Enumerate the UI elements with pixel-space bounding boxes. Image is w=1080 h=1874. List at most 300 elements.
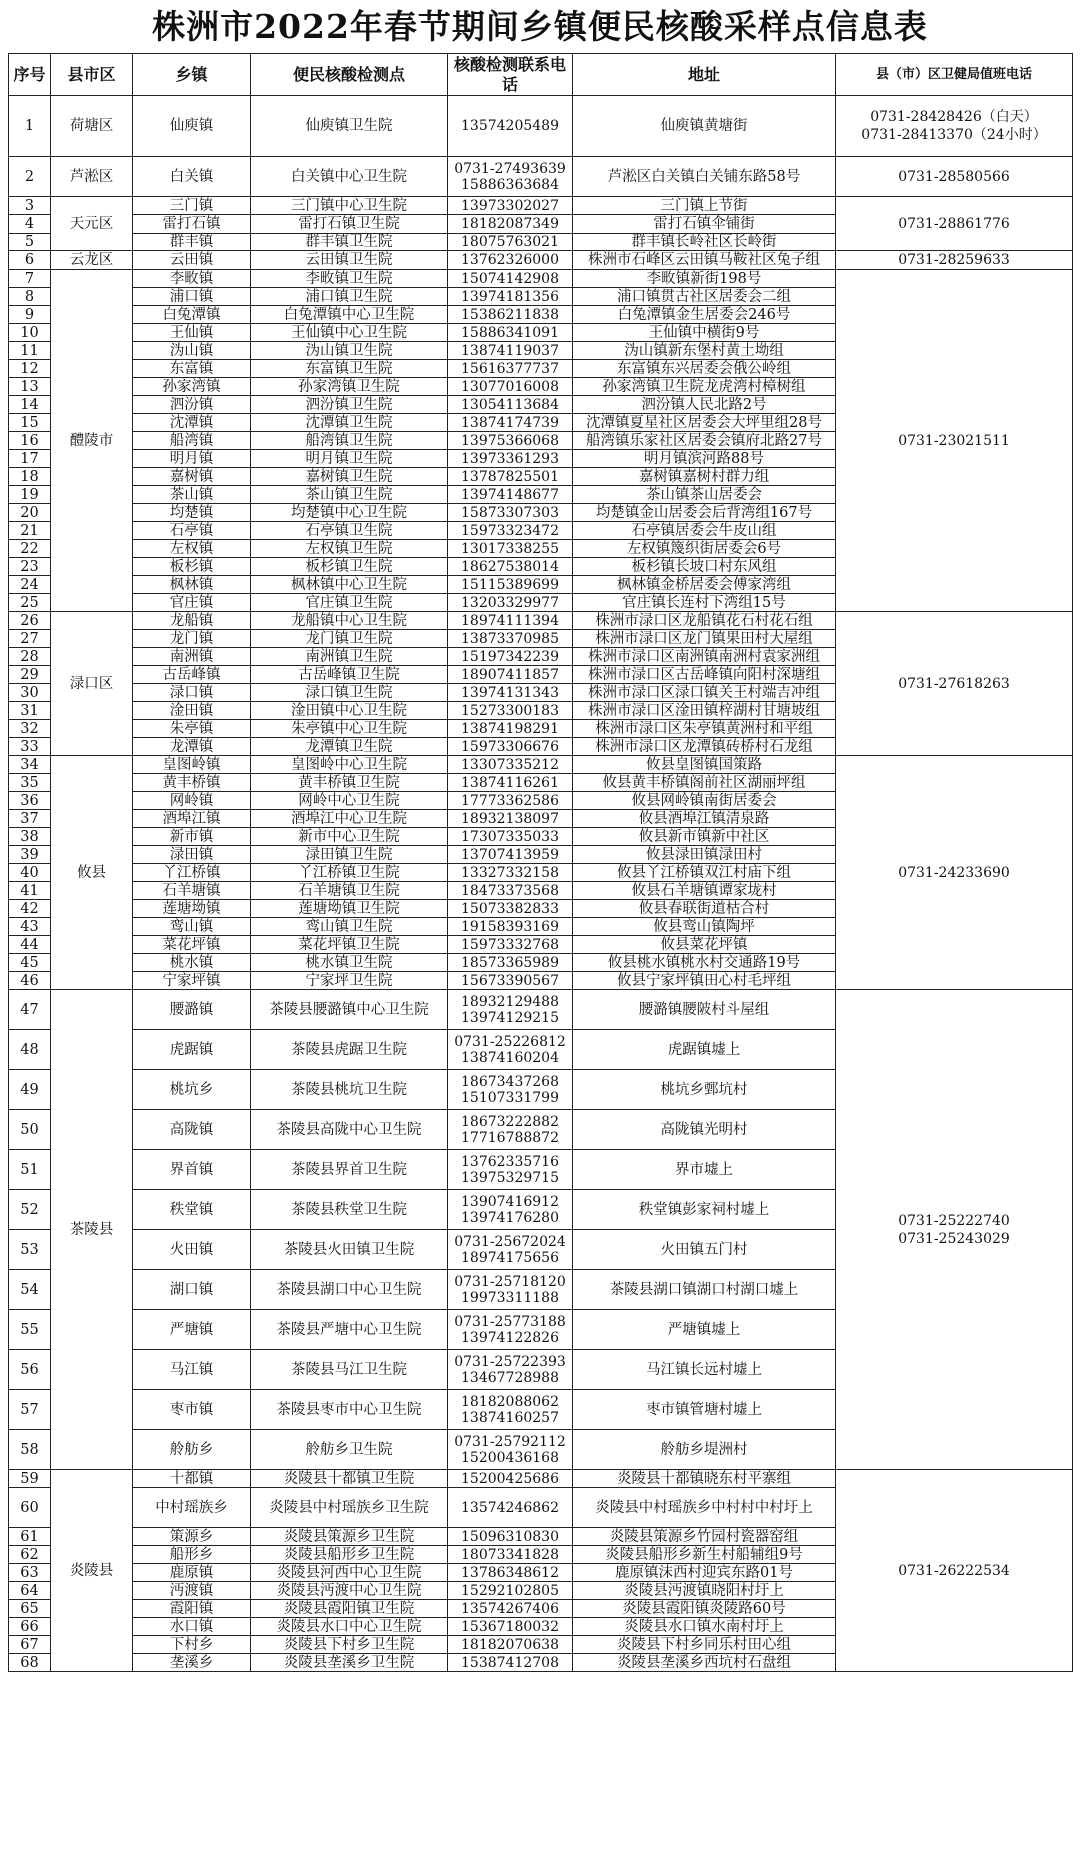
county-name: 炎陵县 <box>51 1470 133 1672</box>
contact-phone: 13873370985 <box>448 630 573 648</box>
duty-phone: 0731-28861776 <box>836 197 1073 251</box>
township-name: 酒埠江镇 <box>133 810 251 828</box>
township-name: 古岳峰镇 <box>133 666 251 684</box>
testing-site: 宁家坪卫生院 <box>251 972 448 990</box>
site-address: 株洲市渌口区淦田镇梓湖村甘塘坡组 <box>573 702 836 720</box>
row-number: 8 <box>9 288 51 306</box>
contact-phone: 13762326000 <box>448 251 573 270</box>
testing-site: 三门镇中心卫生院 <box>251 197 448 215</box>
site-address: 攸县鸾山镇陶坪 <box>573 918 836 936</box>
township-name: 策源乡 <box>133 1528 251 1546</box>
contact-phone: 15292102805 <box>448 1582 573 1600</box>
township-name: 石羊塘镇 <box>133 882 251 900</box>
row-number: 34 <box>9 756 51 774</box>
contact-phone: 15386211838 <box>448 306 573 324</box>
contact-phone: 0731-25722393 13467728988 <box>448 1350 573 1390</box>
contact-phone: 15616377737 <box>448 360 573 378</box>
testing-site: 茶陵县高陇中心卫生院 <box>251 1110 448 1150</box>
site-address: 攸县菜花坪镇 <box>573 936 836 954</box>
row-number: 53 <box>9 1230 51 1270</box>
row-number: 61 <box>9 1528 51 1546</box>
row-number: 30 <box>9 684 51 702</box>
site-address: 三门镇上节街 <box>573 197 836 215</box>
township-name: 鹿原镇 <box>133 1564 251 1582</box>
contact-phone: 13787825501 <box>448 468 573 486</box>
site-address: 浦口镇贯古社区居委会二组 <box>573 288 836 306</box>
site-address: 攸县新市镇新中社区 <box>573 828 836 846</box>
site-address: 腰潞镇腰陂村斗屋组 <box>573 990 836 1030</box>
header-township: 乡镇 <box>133 54 251 96</box>
site-address: 株洲市渌口区龙门镇果田村大屋组 <box>573 630 836 648</box>
contact-phone: 13874116261 <box>448 774 573 792</box>
contact-phone: 13327332158 <box>448 864 573 882</box>
township-name: 龙门镇 <box>133 630 251 648</box>
row-number: 11 <box>9 342 51 360</box>
testing-site: 炎陵县十都镇卫生院 <box>251 1470 448 1488</box>
row-number: 32 <box>9 720 51 738</box>
site-address: 攸县石羊塘镇谭家垅村 <box>573 882 836 900</box>
contact-phone: 15367180032 <box>448 1618 573 1636</box>
testing-site: 茶陵县虎踞卫生院 <box>251 1030 448 1070</box>
township-name: 枣市镇 <box>133 1390 251 1430</box>
site-address: 炎陵县水口镇水南村圩上 <box>573 1618 836 1636</box>
township-name: 沔渡镇 <box>133 1582 251 1600</box>
contact-phone: 15096310830 <box>448 1528 573 1546</box>
contact-phone: 0731-27493639 15886363684 <box>448 157 573 197</box>
site-address: 株洲市渌口区龙船镇花石村花石组 <box>573 612 836 630</box>
contact-phone: 18673437268 15107331799 <box>448 1070 573 1110</box>
row-number: 37 <box>9 810 51 828</box>
site-address: 炎陵县策源乡竹园村瓷器窑组 <box>573 1528 836 1546</box>
township-name: 舲舫乡 <box>133 1430 251 1470</box>
site-address: 芦淞区白关镇白关铺东路58号 <box>573 157 836 197</box>
testing-site: 桃水镇卫生院 <box>251 954 448 972</box>
row-number: 28 <box>9 648 51 666</box>
sampling-sites-table <box>8 53 1073 1672</box>
contact-phone: 18182088062 13874160257 <box>448 1390 573 1430</box>
township-name: 虎踞镇 <box>133 1030 251 1070</box>
township-name: 垄溪乡 <box>133 1654 251 1672</box>
contact-phone: 18932138097 <box>448 810 573 828</box>
row-number: 9 <box>9 306 51 324</box>
row-number: 39 <box>9 846 51 864</box>
township-name: 三门镇 <box>133 197 251 215</box>
contact-phone: 13907416912 13974176280 <box>448 1190 573 1230</box>
testing-site: 舲舫乡卫生院 <box>251 1430 448 1470</box>
site-address: 攸县宁家坪镇田心村毛坪组 <box>573 972 836 990</box>
contact-phone: 18075763021 <box>448 234 573 251</box>
township-name: 官庄镇 <box>133 594 251 612</box>
site-address: 株洲市渌口区古岳峰镇向阳村深塘组 <box>573 666 836 684</box>
header-duty-phone: 县（市）区卫健局值班电话 <box>836 54 1073 96</box>
site-address: 严塘镇墟上 <box>573 1310 836 1350</box>
county-name: 荷塘区 <box>51 96 133 157</box>
township-name: 枫林镇 <box>133 576 251 594</box>
township-name: 丫江桥镇 <box>133 864 251 882</box>
township-name: 桃水镇 <box>133 954 251 972</box>
township-name: 浦口镇 <box>133 288 251 306</box>
site-address: 船湾镇乐家社区居委会镇府北路27号 <box>573 432 836 450</box>
township-name: 均楚镇 <box>133 504 251 522</box>
contact-phone: 15973332768 <box>448 936 573 954</box>
contact-phone: 18073341828 <box>448 1546 573 1564</box>
township-name: 白兔潭镇 <box>133 306 251 324</box>
testing-site: 酒埠江中心卫生院 <box>251 810 448 828</box>
contact-phone: 13973361293 <box>448 450 573 468</box>
site-address: 炎陵县沔渡镇晓阳村圩上 <box>573 1582 836 1600</box>
township-name: 王仙镇 <box>133 324 251 342</box>
township-name: 十都镇 <box>133 1470 251 1488</box>
testing-site: 孙家湾镇卫生院 <box>251 378 448 396</box>
contact-phone: 13974131343 <box>448 684 573 702</box>
row-number: 43 <box>9 918 51 936</box>
row-number: 7 <box>9 270 51 288</box>
row-number: 29 <box>9 666 51 684</box>
testing-site: 茶陵县湖口中心卫生院 <box>251 1270 448 1310</box>
testing-site: 云田镇卫生院 <box>251 251 448 270</box>
testing-site: 炎陵县中村瑶族乡卫生院 <box>251 1488 448 1528</box>
county-name: 攸县 <box>51 756 133 990</box>
site-address: 枫林镇金桥居委会傅家湾组 <box>573 576 836 594</box>
testing-site: 浦口镇卫生院 <box>251 288 448 306</box>
township-name: 龙潭镇 <box>133 738 251 756</box>
table-row <box>9 612 1073 630</box>
row-number: 12 <box>9 360 51 378</box>
duty-phone: 0731-23021511 <box>836 270 1073 612</box>
township-name: 船形乡 <box>133 1546 251 1564</box>
testing-site: 炎陵县沔渡中心卫生院 <box>251 1582 448 1600</box>
testing-site: 沩山镇卫生院 <box>251 342 448 360</box>
site-address: 白兔潭镇金生居委会246号 <box>573 306 836 324</box>
site-address: 攸县网岭镇南街居委会 <box>573 792 836 810</box>
township-name: 严塘镇 <box>133 1310 251 1350</box>
township-name: 渌田镇 <box>133 846 251 864</box>
contact-phone: 13973302027 <box>448 197 573 215</box>
site-address: 炎陵县下村乡同乐村田心组 <box>573 1636 836 1654</box>
contact-phone: 18182087349 <box>448 215 573 234</box>
township-name: 菜花坪镇 <box>133 936 251 954</box>
site-address: 泗汾镇人民北路2号 <box>573 396 836 414</box>
contact-phone: 13017338255 <box>448 540 573 558</box>
township-name: 龙船镇 <box>133 612 251 630</box>
testing-site: 雷打石镇卫生院 <box>251 215 448 234</box>
township-name: 秩堂镇 <box>133 1190 251 1230</box>
testing-site: 龙船镇中心卫生院 <box>251 612 448 630</box>
contact-phone: 13054113684 <box>448 396 573 414</box>
site-address: 东富镇东兴居委会俄公岭组 <box>573 360 836 378</box>
row-number: 21 <box>9 522 51 540</box>
contact-phone: 0731-25792112 15200436168 <box>448 1430 573 1470</box>
contact-phone: 13874119037 <box>448 342 573 360</box>
testing-site: 群丰镇卫生院 <box>251 234 448 251</box>
testing-site: 渌口镇卫生院 <box>251 684 448 702</box>
contact-phone: 18473373568 <box>448 882 573 900</box>
site-address: 攸县皇图镇国策路 <box>573 756 836 774</box>
township-name: 左权镇 <box>133 540 251 558</box>
row-number: 59 <box>9 1470 51 1488</box>
township-name: 鸾山镇 <box>133 918 251 936</box>
row-number: 3 <box>9 197 51 215</box>
testing-site: 白兔潭镇中心卫生院 <box>251 306 448 324</box>
contact-phone: 15873307303 <box>448 504 573 522</box>
township-name: 新市镇 <box>133 828 251 846</box>
township-name: 高陇镇 <box>133 1110 251 1150</box>
contact-phone: 15273300183 <box>448 702 573 720</box>
testing-site: 丫江桥镇卫生院 <box>251 864 448 882</box>
duty-phone: 0731-28428426（白天） 0731-28413370（24小时） <box>836 96 1073 157</box>
duty-phone: 0731-26222534 <box>836 1470 1073 1672</box>
testing-site: 沈潭镇卫生院 <box>251 414 448 432</box>
contact-phone: 18974111394 <box>448 612 573 630</box>
table-row <box>9 251 1073 270</box>
table-row <box>9 756 1073 774</box>
site-address: 攸县春联街道枯合村 <box>573 900 836 918</box>
page-title: 株洲市2022年春节期间乡镇便民核酸采样点信息表 <box>152 7 928 46</box>
township-name: 渌口镇 <box>133 684 251 702</box>
table-header-row <box>9 54 1073 96</box>
row-number: 16 <box>9 432 51 450</box>
row-number: 41 <box>9 882 51 900</box>
testing-site: 古岳峰镇卫生院 <box>251 666 448 684</box>
testing-site: 茶陵县秩堂卫生院 <box>251 1190 448 1230</box>
township-name: 霞阳镇 <box>133 1600 251 1618</box>
row-number: 2 <box>9 157 51 197</box>
contact-phone: 18182070638 <box>448 1636 573 1654</box>
contact-phone: 13786348612 <box>448 1564 573 1582</box>
township-name: 茶山镇 <box>133 486 251 504</box>
site-address: 茶山镇茶山居委会 <box>573 486 836 504</box>
township-name: 腰潞镇 <box>133 990 251 1030</box>
row-number: 6 <box>9 251 51 270</box>
site-address: 炎陵县十都镇晓东村平寨组 <box>573 1470 836 1488</box>
township-name: 淦田镇 <box>133 702 251 720</box>
testing-site: 茶陵县界首卫生院 <box>251 1150 448 1190</box>
contact-phone: 13874174739 <box>448 414 573 432</box>
contact-phone: 0731-25672024 18974175656 <box>448 1230 573 1270</box>
township-name: 湖口镇 <box>133 1270 251 1310</box>
contact-phone: 15073382833 <box>448 900 573 918</box>
table-row <box>9 270 1073 288</box>
testing-site: 嘉树镇卫生院 <box>251 468 448 486</box>
duty-phone: 0731-24233690 <box>836 756 1073 990</box>
contact-phone: 18673222882 17716788872 <box>448 1110 573 1150</box>
township-name: 明月镇 <box>133 450 251 468</box>
contact-phone: 15387412708 <box>448 1654 573 1672</box>
township-name: 李畋镇 <box>133 270 251 288</box>
site-address: 石亭镇居委会牛皮山组 <box>573 522 836 540</box>
contact-phone: 18627538014 <box>448 558 573 576</box>
row-number: 49 <box>9 1070 51 1110</box>
site-address: 舲舫乡堤洲村 <box>573 1430 836 1470</box>
row-number: 36 <box>9 792 51 810</box>
site-address: 李畋镇新街198号 <box>573 270 836 288</box>
county-name: 醴陵市 <box>51 270 133 612</box>
row-number: 51 <box>9 1150 51 1190</box>
contact-phone: 15197342239 <box>448 648 573 666</box>
row-number: 47 <box>9 990 51 1030</box>
testing-site: 炎陵县河西中心卫生院 <box>251 1564 448 1582</box>
township-name: 火田镇 <box>133 1230 251 1270</box>
site-address: 攸县桃水镇桃水村交通路19号 <box>573 954 836 972</box>
site-address: 攸县黄丰桥镇阁前社区湖丽坪组 <box>573 774 836 792</box>
site-address: 界市墟上 <box>573 1150 836 1190</box>
township-name: 孙家湾镇 <box>133 378 251 396</box>
table-row <box>9 197 1073 215</box>
township-name: 东富镇 <box>133 360 251 378</box>
township-name: 皇图岭镇 <box>133 756 251 774</box>
row-number: 23 <box>9 558 51 576</box>
testing-site: 龙门镇卫生院 <box>251 630 448 648</box>
table-body <box>9 96 1073 1672</box>
row-number: 66 <box>9 1618 51 1636</box>
row-number: 45 <box>9 954 51 972</box>
site-address: 仙庾镇黄塘街 <box>573 96 836 157</box>
site-address: 均楚镇金山居委会后背湾组167号 <box>573 504 836 522</box>
duty-phone: 0731-27618263 <box>836 612 1073 756</box>
row-number: 19 <box>9 486 51 504</box>
township-name: 宁家坪镇 <box>133 972 251 990</box>
testing-site: 茶陵县严塘中心卫生院 <box>251 1310 448 1350</box>
testing-site: 炎陵县垄溪乡卫生院 <box>251 1654 448 1672</box>
township-name: 嘉树镇 <box>133 468 251 486</box>
site-address: 沩山镇新东堡村黄土坳组 <box>573 342 836 360</box>
site-address: 株洲市渌口区龙潭镇砖桥村石龙组 <box>573 738 836 756</box>
testing-site: 王仙镇中心卫生院 <box>251 324 448 342</box>
contact-phone: 15115389699 <box>448 576 573 594</box>
table-row <box>9 157 1073 197</box>
township-name: 沈潭镇 <box>133 414 251 432</box>
site-address: 株洲市渌口区南洲镇南洲村袁家洲组 <box>573 648 836 666</box>
testing-site: 左权镇卫生院 <box>251 540 448 558</box>
township-name: 沩山镇 <box>133 342 251 360</box>
testing-site: 黄丰桥镇卫生院 <box>251 774 448 792</box>
testing-site: 茶山镇卫生院 <box>251 486 448 504</box>
contact-phone: 13203329977 <box>448 594 573 612</box>
testing-site: 南洲镇卫生院 <box>251 648 448 666</box>
site-address: 左权镇篾织街居委会6号 <box>573 540 836 558</box>
contact-phone: 13574246862 <box>448 1488 573 1528</box>
duty-phone: 0731-25222740 0731-25243029 <box>836 990 1073 1470</box>
row-number: 1 <box>9 96 51 157</box>
contact-phone: 13574267406 <box>448 1600 573 1618</box>
site-address: 茶陵县湖口镇湖口村湖口墟上 <box>573 1270 836 1310</box>
testing-site: 茶陵县火田镇卫生院 <box>251 1230 448 1270</box>
testing-site: 白关镇中心卫生院 <box>251 157 448 197</box>
township-name: 雷打石镇 <box>133 215 251 234</box>
township-name: 泗汾镇 <box>133 396 251 414</box>
row-number: 35 <box>9 774 51 792</box>
township-name: 中村瑶族乡 <box>133 1488 251 1528</box>
site-address: 王仙镇中横街9号 <box>573 324 836 342</box>
contact-phone: 13077016008 <box>448 378 573 396</box>
county-name: 茶陵县 <box>51 990 133 1470</box>
row-number: 25 <box>9 594 51 612</box>
township-name: 马江镇 <box>133 1350 251 1390</box>
contact-phone: 15200425686 <box>448 1470 573 1488</box>
row-number: 68 <box>9 1654 51 1672</box>
testing-site: 茶陵县桃坑卫生院 <box>251 1070 448 1110</box>
contact-phone: 18907411857 <box>448 666 573 684</box>
township-name: 船湾镇 <box>133 432 251 450</box>
contact-phone: 13974181356 <box>448 288 573 306</box>
row-number: 22 <box>9 540 51 558</box>
testing-site: 炎陵县船形乡卫生院 <box>251 1546 448 1564</box>
testing-site: 石羊塘镇卫生院 <box>251 882 448 900</box>
testing-site: 淦田镇中心卫生院 <box>251 702 448 720</box>
site-address: 虎踞镇墟上 <box>573 1030 836 1070</box>
site-address: 枣市镇管塘村墟上 <box>573 1390 836 1430</box>
site-address: 明月镇滨河路88号 <box>573 450 836 468</box>
contact-phone: 0731-25773188 13974122826 <box>448 1310 573 1350</box>
duty-phone: 0731-28259633 <box>836 251 1073 270</box>
township-name: 仙庾镇 <box>133 96 251 157</box>
contact-phone: 13974148677 <box>448 486 573 504</box>
testing-site: 仙庾镇卫生院 <box>251 96 448 157</box>
header-site: 便民核酸检测点 <box>251 54 448 96</box>
row-number: 13 <box>9 378 51 396</box>
testing-site: 龙潭镇卫生院 <box>251 738 448 756</box>
site-address: 桃坑乡鄄坑村 <box>573 1070 836 1110</box>
site-address: 攸县丫江桥镇双江村庙下组 <box>573 864 836 882</box>
row-number: 52 <box>9 1190 51 1230</box>
row-number: 27 <box>9 630 51 648</box>
row-number: 4 <box>9 215 51 234</box>
testing-site: 船湾镇卫生院 <box>251 432 448 450</box>
site-address: 群丰镇长岭社区长岭街 <box>573 234 836 251</box>
contact-phone: 17307335033 <box>448 828 573 846</box>
testing-site: 石亭镇卫生院 <box>251 522 448 540</box>
township-name: 南洲镇 <box>133 648 251 666</box>
site-address: 孙家湾镇卫生院龙虎湾村樟树组 <box>573 378 836 396</box>
site-address: 嘉树镇嘉树村群力组 <box>573 468 836 486</box>
site-address: 官庄镇长连村下湾组15号 <box>573 594 836 612</box>
row-number: 54 <box>9 1270 51 1310</box>
header-county: 县市区 <box>51 54 133 96</box>
county-name: 芦淞区 <box>51 157 133 197</box>
row-number: 64 <box>9 1582 51 1600</box>
testing-site: 李畋镇卫生院 <box>251 270 448 288</box>
site-address: 秩堂镇彭家祠村墟上 <box>573 1190 836 1230</box>
site-address: 炎陵县船形乡新生村船辅组9号 <box>573 1546 836 1564</box>
county-name: 渌口区 <box>51 612 133 756</box>
site-address: 攸县渌田镇渌田村 <box>573 846 836 864</box>
testing-site: 板杉镇卫生院 <box>251 558 448 576</box>
county-name: 天元区 <box>51 197 133 251</box>
contact-phone: 13762335716 13975329715 <box>448 1150 573 1190</box>
testing-site: 渌田镇卫生院 <box>251 846 448 864</box>
township-name: 白关镇 <box>133 157 251 197</box>
site-address: 雷打石镇伞铺街 <box>573 215 836 234</box>
township-name: 群丰镇 <box>133 234 251 251</box>
testing-site: 茶陵县马江卫生院 <box>251 1350 448 1390</box>
row-number: 26 <box>9 612 51 630</box>
testing-site: 莲塘坳镇卫生院 <box>251 900 448 918</box>
site-address: 炎陵县霞阳镇炎陵路60号 <box>573 1600 836 1618</box>
testing-site: 炎陵县水口中心卫生院 <box>251 1618 448 1636</box>
row-number: 31 <box>9 702 51 720</box>
contact-phone: 15074142908 <box>448 270 573 288</box>
testing-site: 朱亭镇中心卫生院 <box>251 720 448 738</box>
row-number: 65 <box>9 1600 51 1618</box>
contact-phone: 18932129488 13974129215 <box>448 990 573 1030</box>
site-address: 沈潭镇夏星社区居委会大坪里组28号 <box>573 414 836 432</box>
township-name: 石亭镇 <box>133 522 251 540</box>
row-number: 48 <box>9 1030 51 1070</box>
table-row <box>9 1470 1073 1488</box>
row-number: 14 <box>9 396 51 414</box>
row-number: 56 <box>9 1350 51 1390</box>
row-number: 40 <box>9 864 51 882</box>
